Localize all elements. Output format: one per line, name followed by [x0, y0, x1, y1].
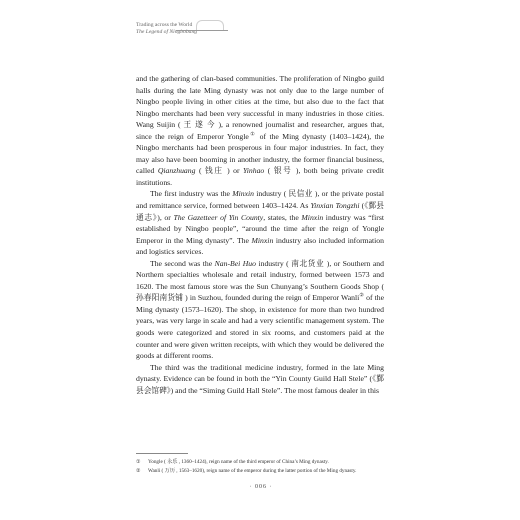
paragraph: [136, 258, 384, 362]
page-number: · 006 ·: [249, 484, 273, 490]
text-run: of the Ming dynasty (1573–1620). The shop, in existence for more than two hundred years, was very large in scale and had a very scientific management system. The goods were categorized and stored in six rooms, and customers paid at the counter and were given written receipts, with which they would be delivered the goods at different rooms.: [136, 293, 384, 361]
text-run: industry was “first established by Ningbo people”, “around the time after the reign of Yongle Emperor in the Ming dynasty”. The: [136, 212, 384, 245]
header-rule: [176, 30, 228, 31]
text-run: The second was the: [150, 258, 215, 268]
text-run: and the gathering of clan-based communities. The proliferation of Ningbo guild halls during the late Ming dynasty was not only due to the large number of Ningbo people living in other cities at the time, but also due to the fact that Ningbo merchants had been very successful in many industries in those cities. Wang Suijin ( 王 遂 今 ), a renowned journalist and researcher, argues that, since the reign of Emperor Yongle: [136, 74, 384, 141]
running-head-series: Trading across the World: [136, 22, 193, 28]
text-run: The first industry was the: [150, 189, 233, 199]
text-run: Yinxian Tongzhi: [310, 201, 360, 211]
text-run: The Gazetteer of Yin County: [173, 212, 264, 222]
running-head-title: The Legend of Ningbobang: [136, 29, 198, 36]
footnote-rule: [136, 453, 188, 454]
text-run: industry ( 南北货业 ), or Southern and Northern specialties wholesale and retail industry, formed between 1573 and 1620. The most famous store was the Sun Chunyang’s Southern Goods Shop ( 孙春阳南货铺 ) in Suzhou, founded during the reign of Emperor Wanli: [136, 258, 384, 303]
text-run: of the Ming dynasty (1403–1424), the Ningbo merchants had been prosperous in four major industries. In fact, they may also have been booming in another industry, the former financial business, called: [136, 131, 385, 176]
text-run: Minxin: [301, 212, 324, 222]
footnote-ref: ①: [248, 132, 257, 138]
text-run: Minxin: [232, 189, 254, 199]
footnote: [136, 467, 386, 476]
paragraph: [136, 188, 384, 257]
text-run: Minxin: [251, 235, 274, 245]
footnote-text: Yongle ( 永乐 , 1360–1424), reign name of the third emperor of China’s Ming dynasty.: [148, 459, 329, 465]
text-run: (《鄞县通志》), or: [136, 201, 384, 222]
text-run: Qianzhuang: [157, 166, 196, 176]
text-run: , states, the: [263, 212, 302, 222]
footnote-text: Wanli ( 万历 , 1563–1620), reign name of the emperor during the latter portion of the Ming dynasty.: [148, 467, 357, 474]
footnote-ref: ②: [359, 293, 365, 299]
text-run: Yinhao: [243, 166, 265, 176]
text-run: industry also included information and logistics services.: [136, 235, 384, 257]
text-run: ( 钱庄 ) or: [195, 166, 244, 176]
paragraph: [136, 73, 384, 188]
body-text: [136, 73, 384, 396]
text-run: ( 银号 ), both being private credit institutions.: [136, 166, 384, 187]
footnotes: [136, 458, 386, 475]
footnote-mark: ①: [136, 459, 141, 465]
text-run: industry ( 民信业 ), or the private postal and remittance service, formed between 1403–1424. As: [136, 189, 384, 211]
text-run: The third was the traditional medicine industry, formed in the late Ming dynasty. Evidence can be found in both the “Yin County Guild Hall Stele” (《鄞县会馆碑》) and the “Siming Guild Hall Stele”. The most famous dealer in this: [136, 362, 384, 395]
text-run: Nan-Bei Huo: [214, 258, 256, 268]
paragraph: [136, 362, 384, 397]
footnote-mark: ②: [136, 467, 141, 474]
footnote: [136, 458, 386, 467]
